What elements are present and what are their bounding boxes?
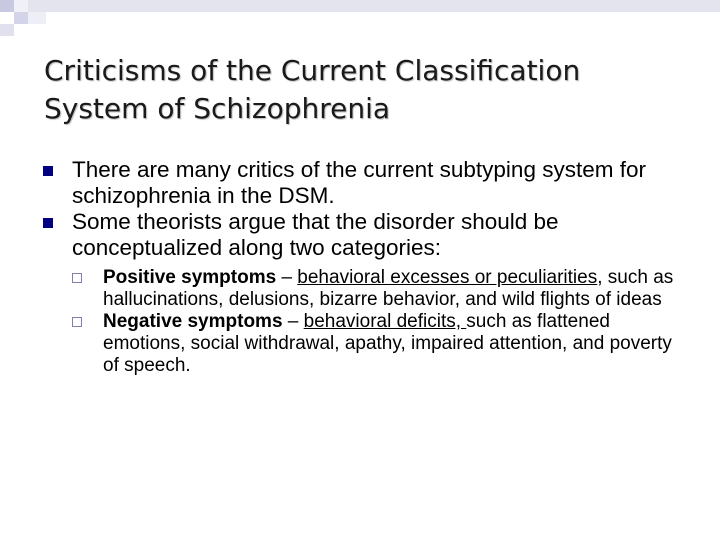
dash: – — [282, 311, 304, 332]
title-line-2: System of Schizophrenia — [44, 92, 391, 125]
slide-content — [42, 157, 692, 377]
bullet-item — [42, 209, 692, 261]
sub-bullet-item — [72, 311, 692, 377]
square-bullet-icon — [43, 166, 53, 176]
underlined-definition: behavioral deficits, — [303, 311, 467, 332]
term-negative-symptoms: Negative symptoms — [103, 311, 283, 332]
bullet-text: There are many critics of the current subtyping system for schizophrenia in the DSM. — [72, 157, 646, 208]
sub-bullet-text: , such as hallucinations, delusions, bizarre behavior, and wild flights of ideas — [103, 267, 674, 310]
square-bullet-icon — [43, 218, 53, 228]
sub-bullet-item — [72, 267, 692, 311]
dash: – — [276, 267, 298, 288]
bullet-text: Some theorists argue that the disorder should be conceptualized along two categories: — [72, 209, 559, 260]
title-line-1: Criticisms of the Current Classification — [44, 54, 581, 87]
checkbox-bullet-icon — [72, 317, 82, 327]
checkbox-bullet-icon — [72, 273, 82, 283]
underlined-definition: behavioral excesses or peculiarities — [297, 267, 598, 288]
sub-bullet-list — [72, 267, 692, 377]
header-decoration — [0, 0, 720, 40]
slide-title — [44, 52, 684, 128]
bullet-item — [42, 157, 692, 209]
term-positive-symptoms: Positive symptoms — [103, 267, 277, 288]
sub-bullet-text: such as flattened emotions, social withdrawal, apathy, impaired attention, and poverty of speech. — [103, 311, 672, 376]
